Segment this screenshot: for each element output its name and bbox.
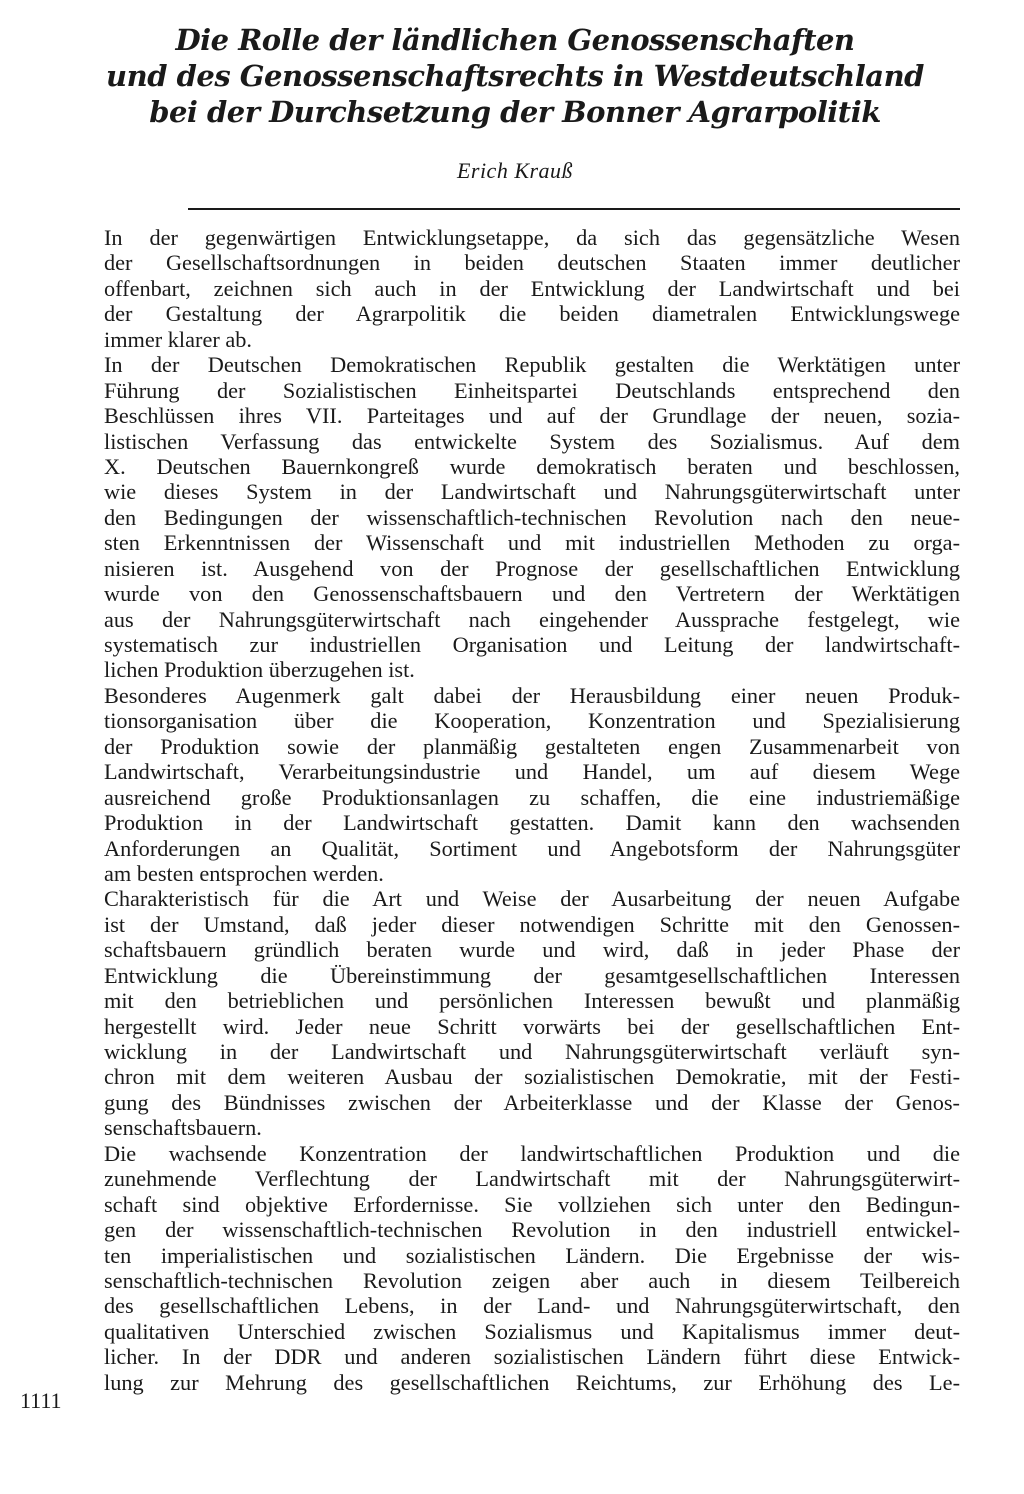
body-text-line: gen der wissenschaftlich-technischen Revolution in den industriell entwickel- [104,1217,960,1243]
body-text-line: Landwirtschaft, Verarbeitungsindustrie und Handel, um auf diesem Wege [104,759,960,785]
body-text-line: mit den betrieblichen und persönlichen Interessen bewußt und planmäßig [104,988,960,1014]
body-text-line: offenbart, zeichnen sich auch in der Entwicklung der Landwirtschaft und bei [104,275,960,301]
body-text-line: chron mit dem weiteren Ausbau der sozialistischen Demokratie, mit der Festi- [104,1064,960,1090]
body-text-line: ten imperialistischen und sozialistischen Ländern. Die Ergebnisse der wis- [104,1242,960,1268]
body-text-line: ist der Umstand, daß jeder dieser notwendigen Schritte mit den Genossen- [104,911,960,937]
article-author: Erich Krauß [456,158,574,183]
body-text-line: der Gestaltung der Agrarpolitik die beiden diametralen Entwicklungswege [104,301,960,327]
body-text-line: senschaftlich-technischen Revolution zeigen aber auch in diesem Teilbereich [104,1267,960,1293]
article-body [104,225,960,1395]
body-text-line: systematisch zur industriellen Organisation und Leitung der landwirtschaft- [104,632,960,657]
body-text-line: sten Erkenntnissen der Wissenschaft und mit industriellen Methoden zu orga- [104,530,960,556]
body-text-line: Entwicklung die Übereinstimmung der gesamtgesellschaftlichen Interessen [104,962,960,988]
body-text-line: In der Deutschen Demokratischen Republik gestalten die Werktätigen unter [104,352,960,378]
title-line: und des Genossenschaftsrechts in Westdeutschland [106,59,924,93]
body-text-line: schaft sind objektive Erfordernisse. Sie vollziehen sich unter den Bedingun- [104,1191,960,1217]
body-text-line: gung des Bündnisses zwischen der Arbeiterklasse und der Klasse der Genos- [104,1089,960,1115]
body-text-line: nisieren ist. Ausgehend von der Prognose der gesellschaftlichen Entwicklung [104,555,960,581]
body-text-line: wurde von den Genossenschaftsbauern und den Vertretern der Werktätigen [104,581,960,607]
body-text-line: schaftsbauern gründlich beraten wurde und wird, daß in jeder Phase der [104,937,960,963]
body-text-line: immer klarer ab. [104,326,252,352]
body-text-line: Führung der Sozialistischen Einheitspartei Deutschlands entsprechend den [104,377,960,403]
title-line: Die Rolle der ländlichen Genossenschaften [175,23,855,57]
body-text-line: Beschlüssen ihres VII. Parteitages und auf der Grundlage der neuen, sozia- [104,403,960,429]
body-text-line: In der gegenwärtigen Entwicklungsetappe, da sich das gegensätzliche Wesen [104,225,960,250]
body-text-line: hergestellt wird. Jeder neue Schritt vorwärts bei der gesellschaftlichen Ent- [104,1013,960,1039]
header-divider [188,208,960,210]
body-text-line: Anforderungen an Qualität, Sortiment und Angebotsform der Nahrungsgüter [104,835,960,861]
page-number: 1111 [20,1388,62,1413]
body-text-line: ausreichend große Produktionsanlagen zu schaffen, die eine industriemäßige [104,784,960,810]
body-text-line: Produktion in der Landwirtschaft gestatten. Damit kann den wachsenden [104,810,960,836]
body-text-line: Charakteristisch für die Art und Weise der Ausarbeitung der neuen Aufgabe [104,886,960,912]
body-text-line: der Gesellschaftsordnungen in beiden deutschen Staaten immer deutlicher [104,250,960,276]
body-text-line: des gesellschaftlichen Lebens, in der Land- und Nahrungsgüterwirtschaft, den [104,1293,960,1319]
body-text-line: X. Deutschen Bauernkongreß wurde demokratisch beraten und beschlossen, [104,453,960,479]
body-text-line: zunehmende Verflechtung der Landwirtschaft mit der Nahrungsgüterwirt- [104,1166,960,1192]
body-text-line: lichen Produktion überzugehen ist. [104,657,415,683]
article-title [100,22,930,130]
body-text-line: Besonderes Augenmerk galt dabei der Herausbildung einer neuen Produk- [104,682,960,708]
body-text-line: licher. In der DDR und anderen sozialistischen Ländern führt diese Entwick- [104,1344,960,1370]
title-line: bei der Durchsetzung der Bonner Agrarpolitik [149,95,881,129]
body-text-line: Die wachsende Konzentration der landwirtschaftlichen Produktion und die [104,1140,960,1166]
body-text-line: der Produktion sowie der planmäßig gestalteten engen Zusammenarbeit von [104,733,960,759]
body-text-line: wicklung in der Landwirtschaft und Nahrungsgüterwirtschaft verläuft syn- [104,1039,960,1064]
body-text-line: den Bedingungen der wissenschaftlich-technischen Revolution nach den neue- [104,504,960,530]
body-text-line: senschaftsbauern. [104,1115,262,1141]
body-text-line: listischen Verfassung das entwickelte System des Sozialismus. Auf dem [104,428,960,454]
body-text-line: wie dieses System in der Landwirtschaft und Nahrungsgüterwirtschaft unter [104,479,960,505]
body-text-line: qualitativen Unterschied zwischen Sozialismus und Kapitalismus immer deut- [104,1318,960,1344]
body-text-line: am besten entsprochen werden. [104,860,384,886]
body-text-line: tionsorganisation über die Kooperation, Konzentration und Spezialisierung [104,708,960,734]
body-text-line: lung zur Mehrung des gesellschaftlichen Reichtums, zur Erhöhung des Le- [104,1369,960,1395]
body-text-line: aus der Nahrungsgüterwirtschaft nach eingehender Aussprache festgelegt, wie [104,606,960,632]
